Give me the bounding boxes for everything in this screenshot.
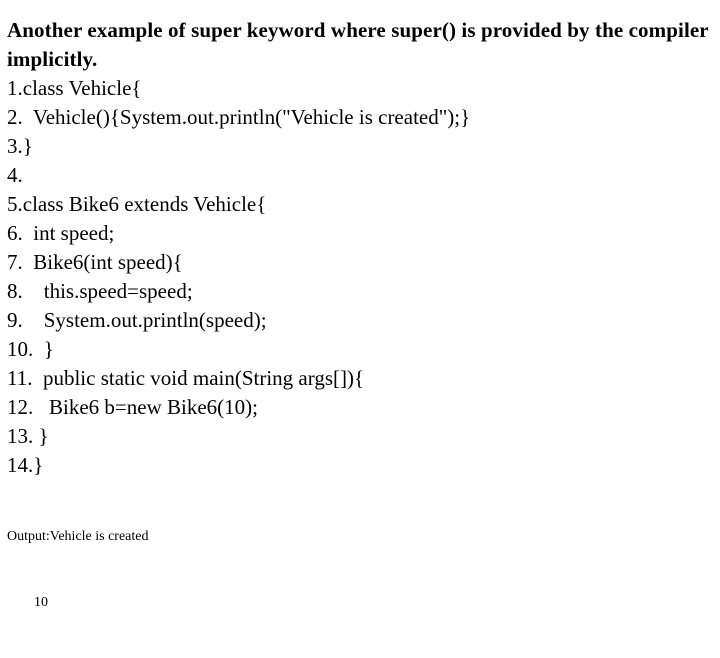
output-label-line: Output:Vehicle is created [7, 529, 149, 544]
code-line: 10. } [7, 337, 54, 361]
code-line: 5.class Bike6 extends Vehicle{ [7, 192, 267, 216]
code-line: 6. int speed; [7, 221, 115, 245]
code-line: 7. Bike6(int speed){ [7, 250, 183, 274]
slide-heading: Another example of super keyword where super() is provided by the compiler implicitly. [7, 18, 709, 71]
output-block [7, 482, 715, 658]
code-line: 14.} [7, 453, 44, 477]
code-line: 13. } [7, 424, 49, 448]
code-line: 8. this.speed=speed; [7, 279, 193, 303]
code-line: 12. Bike6 b=new Bike6(10); [7, 395, 258, 419]
code-line: 11. public static void main(String args[]){ [7, 366, 365, 390]
code-line: 3.} [7, 134, 33, 158]
code-line: 9. System.out.println(speed); [7, 308, 267, 332]
code-line: 1.class Vehicle{ [7, 76, 142, 100]
slide-content [7, 16, 715, 658]
code-block [7, 74, 715, 480]
output-value-line: 10 [34, 595, 48, 610]
code-line: 4. [7, 163, 23, 187]
code-line: 2. Vehicle(){System.out.println("Vehicle is created");} [7, 105, 471, 129]
